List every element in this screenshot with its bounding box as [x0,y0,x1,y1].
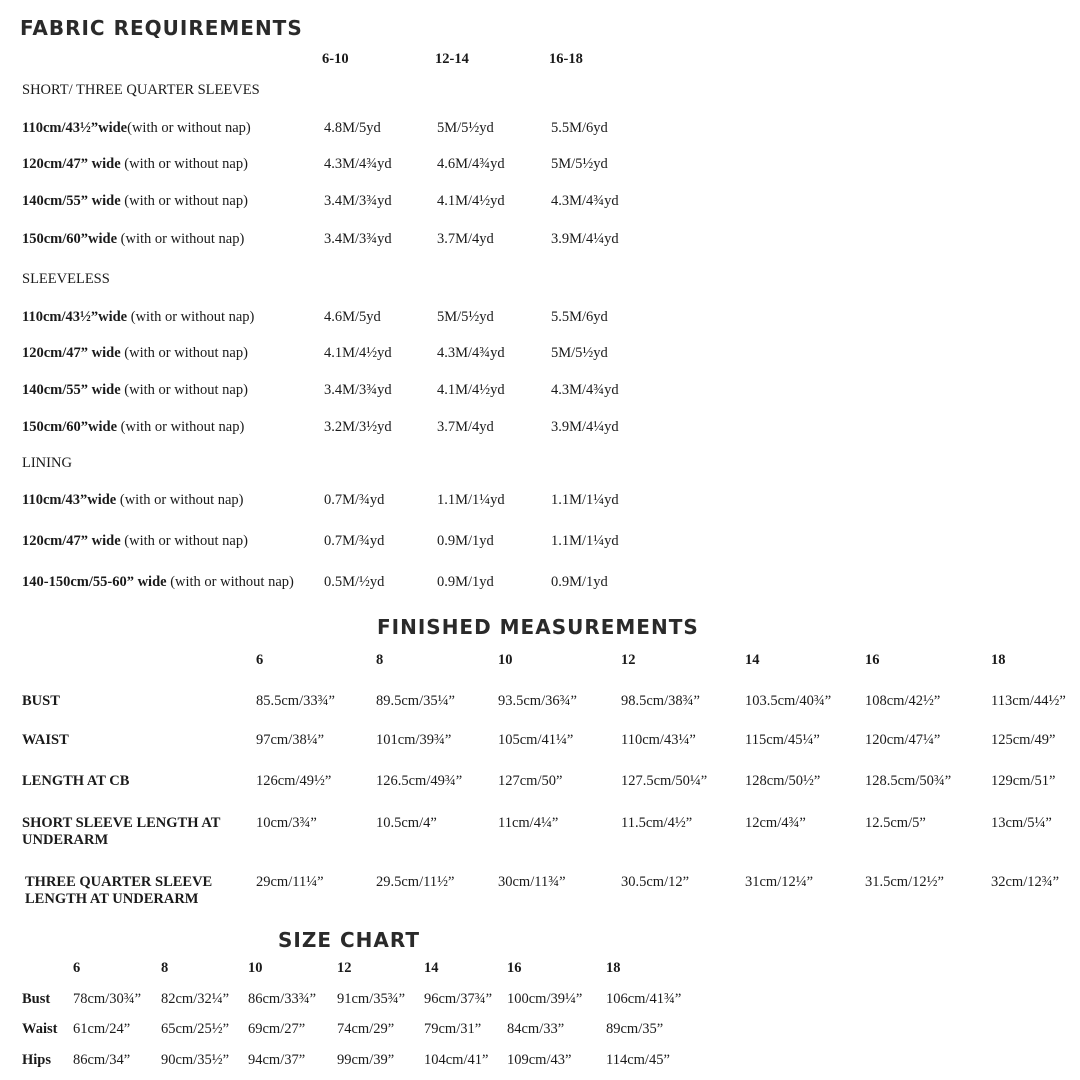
finished-value: 127.5cm/50¼” [621,773,708,789]
finished-size-header: 16 [865,652,880,668]
finished-value: 31cm/12¼” [745,874,814,890]
size-chart-value: 86cm/34” [73,1052,131,1068]
fabric-size-header: 6-10 [322,51,349,67]
fabric-value: 4.6M/5yd [324,309,381,325]
fabric-value: 5M/5½yd [437,309,494,325]
fabric-section-heading: SHORT/ THREE QUARTER SLEEVES [22,82,260,98]
finished-value: 113cm/44½” [991,693,1066,709]
fabric-row [22,193,248,210]
fabric-value: 1.1M/1¼yd [551,492,619,508]
fabric-nap: (with or without nap) [120,193,248,209]
fabric-value: 3.4M/3¾yd [324,193,392,209]
size-chart-value: 65cm/25½” [161,1021,230,1037]
size-chart-value: 109cm/43” [507,1052,572,1068]
fabric-width: 140-150cm/55-60” wide [22,574,167,590]
size-chart-value: 91cm/35¾” [337,991,406,1007]
size-chart-header: 10 [248,960,263,976]
fabric-value: 3.7M/4yd [437,231,494,247]
finished-size-header: 6 [256,652,264,668]
finished-value: 11.5cm/4½” [621,815,693,831]
finished-row-label: BUST [22,693,60,709]
fabric-value: 5.5M/6yd [551,309,608,325]
size-chart-value: 61cm/24” [73,1021,131,1037]
size-chart-header: 12 [337,960,352,976]
finished-value: 30.5cm/12” [621,874,690,890]
finished-value: 10cm/3¾” [256,815,317,831]
size-chart-header: 18 [606,960,621,976]
fabric-value: 4.1M/4½yd [437,382,505,398]
fabric-width: 110cm/43½”wide [22,120,128,136]
finished-value: 129cm/51” [991,773,1056,789]
finished-value: 128cm/50½” [745,773,821,789]
fabric-value: 5.5M/6yd [551,120,608,136]
fabric-row [22,120,251,137]
size-chart-value: 99cm/39” [337,1052,395,1068]
finished-value: 11cm/4¼” [498,815,559,831]
fabric-value: 0.5M/½yd [324,574,385,590]
size-chart-value: 90cm/35½” [161,1052,230,1068]
fabric-section-heading: SLEEVELESS [22,271,110,287]
fabric-width: 110cm/43”wide [22,492,117,508]
size-chart-value: 100cm/39¼” [507,991,583,1007]
fabric-value: 3.7M/4yd [437,419,494,435]
fabric-value: 4.3M/4¾yd [437,345,505,361]
finished-row-label: SHORT SLEEVE LENGTH AT UNDERARM [22,815,221,848]
fabric-width: 120cm/47” wide [22,156,121,172]
finished-size-header: 12 [621,652,636,668]
finished-row-label: WAIST [22,732,69,748]
fabric-value: 4.3M/4¾yd [551,193,619,209]
fabric-row [22,533,248,550]
size-chart-row-label: Waist [22,1021,58,1037]
finished-value: 108cm/42½” [865,693,941,709]
fabric-value: 5M/5½yd [551,345,608,361]
size-chart-value: 69cm/27” [248,1021,306,1037]
finished-value: 120cm/47¼” [865,732,941,748]
size-chart-row-label: Bust [22,991,51,1007]
size-chart-header: 16 [507,960,522,976]
fabric-width: 120cm/47” wide [22,533,121,549]
fabric-value: 3.4M/3¾yd [324,231,392,247]
fabric-nap: (with or without nap) [166,574,294,590]
size-chart-header: 8 [161,960,169,976]
finished-size-header: 14 [745,652,760,668]
finished-value: 125cm/49” [991,732,1056,748]
fabric-value: 0.7M/¾yd [324,533,385,549]
finished-value: 97cm/38¼” [256,732,325,748]
finished-value: 105cm/41¼” [498,732,574,748]
finished-value: 10.5cm/4” [376,815,437,831]
finished-value: 85.5cm/33¾” [256,693,335,709]
fabric-row [22,419,244,436]
fabric-value: 4.1M/4½yd [437,193,505,209]
fabric-value: 4.8M/5yd [324,120,381,136]
fabric-nap: (with or without nap) [120,382,248,398]
finished-value: 12cm/4¾” [745,815,806,831]
finished-value: 126cm/49½” [256,773,332,789]
size-chart-value: 82cm/32¼” [161,991,230,1007]
size-chart-header: 6 [73,960,81,976]
size-chart-value: 94cm/37” [248,1052,306,1068]
finished-value: 31.5cm/12½” [865,874,944,890]
finished-row-label: LENGTH AT CB [22,773,130,789]
fabric-nap: (with or without nap) [117,231,245,247]
fabric-row [22,231,244,248]
fabric-value: 1.1M/1¼yd [551,533,619,549]
fabric-row [22,156,248,173]
fabric-value: 4.3M/4¾yd [551,382,619,398]
fabric-value: 3.9M/4¼yd [551,231,619,247]
fabric-value: 1.1M/1¼yd [437,492,505,508]
finished-size-header: 10 [498,652,513,668]
fabric-row [22,345,248,362]
size-chart-value: 104cm/41” [424,1052,489,1068]
size-chart-value: 74cm/29” [337,1021,395,1037]
finished-row-label: THREE QUARTER SLEEVE LENGTH AT UNDERARM [25,874,213,907]
finished-value: 115cm/45¼” [745,732,820,748]
finished-value: 89.5cm/35¼” [376,693,455,709]
size-chart-value: 86cm/33¾” [248,991,317,1007]
fabric-width: 150cm/60”wide [22,231,118,247]
fabric-nap: (with or without nap) [120,533,248,549]
size-chart-value: 106cm/41¾” [606,991,682,1007]
size-chart-row-label: Hips [22,1052,52,1068]
finished-size-header: 8 [376,652,384,668]
finished-value: 30cm/11¾” [498,874,566,890]
fabric-nap: (with or without nap) [117,419,245,435]
size-chart-value: 79cm/31” [424,1021,482,1037]
fabric-width: 120cm/47” wide [22,345,121,361]
size-chart-title: SIZE CHART [278,928,421,952]
fabric-value: 5M/5½yd [551,156,608,172]
finished-size-header: 18 [991,652,1006,668]
finished-measurements-title: FINISHED MEASUREMENTS [377,615,699,639]
finished-value: 110cm/43¼” [621,732,696,748]
size-chart-header: 14 [424,960,439,976]
fabric-value: 0.9M/1yd [437,574,494,590]
finished-value: 93.5cm/36¾” [498,693,577,709]
finished-value: 126.5cm/49¾” [376,773,463,789]
size-chart-value: 96cm/37¾” [424,991,493,1007]
fabric-size-header: 12-14 [435,51,469,67]
size-chart-value: 89cm/35” [606,1021,664,1037]
finished-value: 103.5cm/40¾” [745,693,832,709]
fabric-width: 110cm/43½”wide [22,309,128,325]
fabric-row [22,382,248,399]
fabric-value: 0.9M/1yd [437,533,494,549]
finished-value: 32cm/12¾” [991,874,1060,890]
fabric-nap: (with or without nap) [120,156,248,172]
fabric-value: 4.1M/4½yd [324,345,392,361]
finished-value: 98.5cm/38¾” [621,693,700,709]
fabric-row [22,492,244,509]
fabric-nap: (with or without nap) [127,120,251,136]
fabric-width: 140cm/55” wide [22,382,121,398]
finished-value: 29cm/11¼” [256,874,324,890]
size-chart-value: 114cm/45” [606,1052,670,1068]
finished-value: 127cm/50” [498,773,563,789]
finished-value: 29.5cm/11½” [376,874,455,890]
fabric-width: 150cm/60”wide [22,419,118,435]
fabric-row [22,309,254,326]
fabric-nap: (with or without nap) [116,492,244,508]
fabric-nap: (with or without nap) [127,309,255,325]
size-chart-value: 84cm/33” [507,1021,565,1037]
fabric-value: 3.4M/3¾yd [324,382,392,398]
fabric-width: 140cm/55” wide [22,193,121,209]
fabric-nap: (with or without nap) [120,345,248,361]
finished-value: 128.5cm/50¾” [865,773,952,789]
fabric-value: 4.6M/4¾yd [437,156,505,172]
finished-value: 12.5cm/5” [865,815,926,831]
size-chart-value: 78cm/30¾” [73,991,142,1007]
fabric-requirements-title: FABRIC REQUIREMENTS [20,16,303,40]
fabric-value: 3.2M/3½yd [324,419,392,435]
finished-value: 13cm/5¼” [991,815,1052,831]
fabric-row [22,574,294,591]
fabric-value: 4.3M/4¾yd [324,156,392,172]
fabric-value: 0.9M/1yd [551,574,608,590]
fabric-section-heading: LINING [22,455,72,471]
fabric-value: 5M/5½yd [437,120,494,136]
fabric-value: 3.9M/4¼yd [551,419,619,435]
finished-value: 101cm/39¾” [376,732,452,748]
fabric-size-header: 16-18 [549,51,583,67]
fabric-value: 0.7M/¾yd [324,492,385,508]
